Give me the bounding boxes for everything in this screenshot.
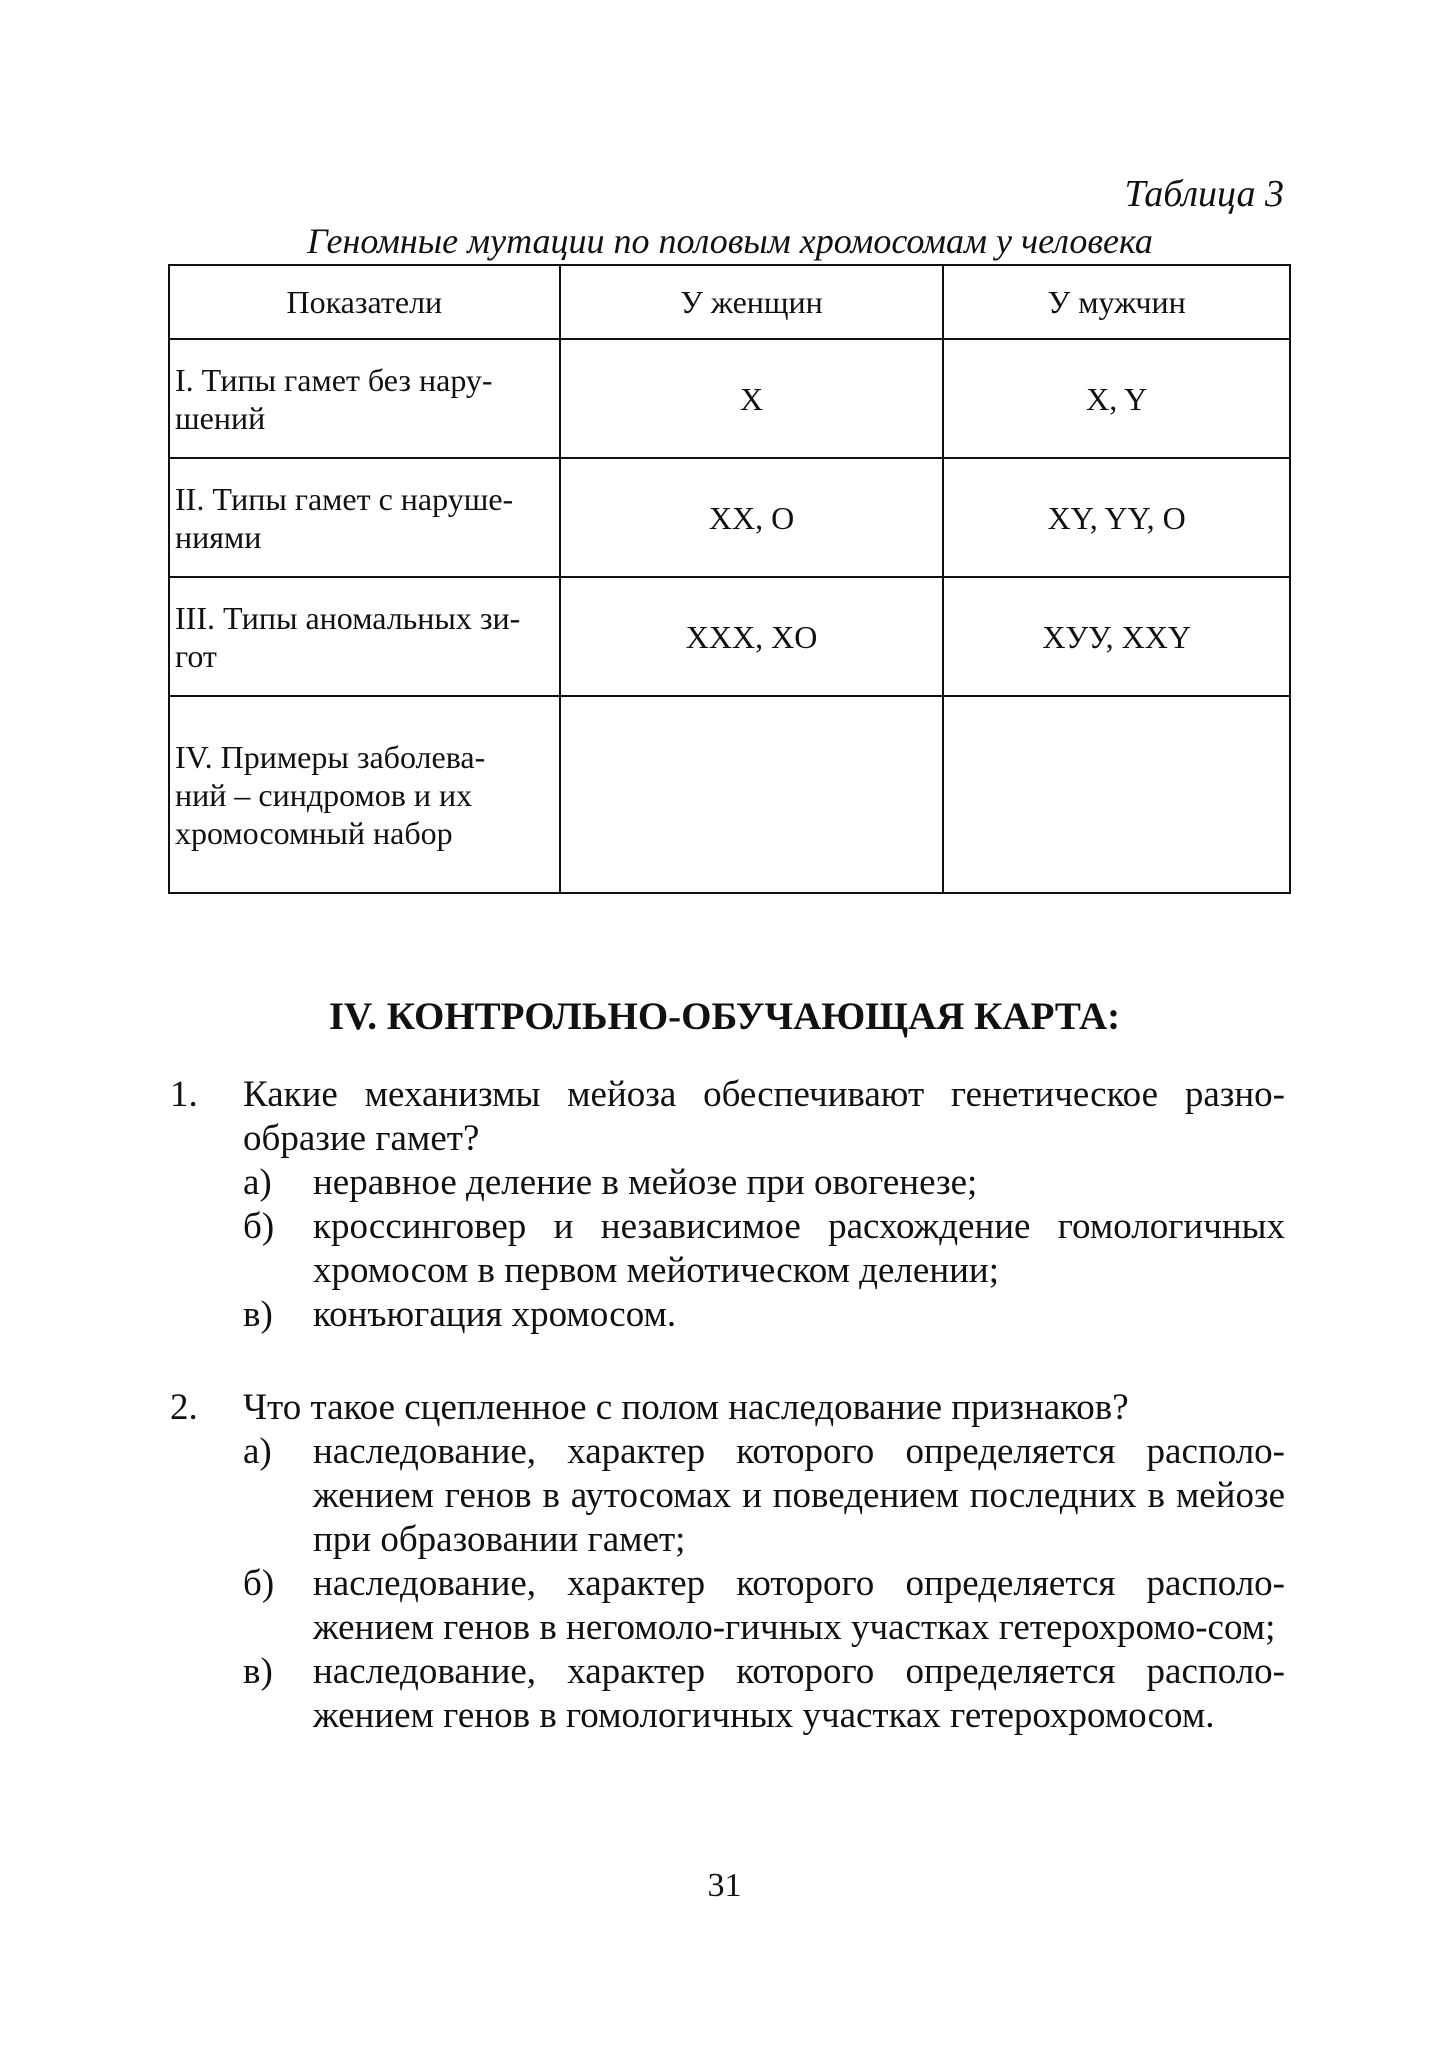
cell-women: XXX, XO [560,577,944,696]
question-number: 1. [170,1074,198,1115]
table-row [169,577,1290,696]
cell-men: XY, YY, O [943,458,1290,577]
table-row [169,458,1290,577]
option-text: кроссинговер и независимое расхождение гомологичных хромосом в первом мейотическом делении; [313,1206,1285,1291]
option-letter: б) [243,1563,275,1604]
header-men: У мужчин [943,265,1290,339]
row-indicator [169,696,560,893]
answer-option [243,1161,1285,1205]
header-women: У женщин [560,265,944,339]
cell-men [943,696,1290,893]
option-text: наследование, характер которого определяется располо-жением генов в гомологичных участках гетерохромосом. [313,1651,1285,1736]
option-text: наследование, характер которого определяется располо-жением генов в негомоло-гичных участках гетерохромо-сом; [313,1563,1285,1648]
option-text: наследование, характер которого определяется располо-жением генов в аутосомах и поведением последних в мейозе при образовании гамет; [313,1431,1285,1560]
cell-women: X [560,339,944,458]
question-text: Что такое сцепленное с полом наследование признаков? [243,1387,1129,1428]
row-indicator-text: I. Типы гамет без нару- шений [175,361,493,436]
option-letter: б) [243,1206,275,1247]
option-text: неравное деление в мейозе при овогенезе; [313,1162,978,1203]
table-caption: Геномные мутации по половым хромосомам у человека [307,221,1153,261]
cell-women: XX, O [560,458,944,577]
answer-option [243,1650,1285,1738]
section-title: IV. КОНТРОЛЬНО-ОБУЧАЮЩАЯ КАРТА: [328,995,1121,1038]
row-indicator-text: III. Типы аномальных зи- гот [175,599,521,674]
option-letter: в) [243,1294,273,1335]
option-letter: в) [243,1651,273,1692]
row-indicator [169,458,560,577]
mutations-table [168,264,1291,894]
option-letter: а) [243,1431,272,1472]
option-text: конъюгация хромосом. [313,1294,677,1335]
cell-men: XУУ, XXY [943,577,1290,696]
answer-option [243,1430,1285,1562]
table-header-row [169,265,1290,339]
answer-option [243,1562,1285,1650]
question-text: Какие механизмы мейоза обеспечивают генетическое разно-образие гамет? [243,1074,1285,1159]
answer-option [243,1205,1285,1293]
table-label: Таблица 3 [1124,173,1284,215]
cell-men: X, Y [943,339,1290,458]
row-indicator-text: IV. Примеры заболева- ний – синдромов и их хромосомный набор [175,738,486,851]
table-row [169,339,1290,458]
option-letter: а) [243,1162,272,1203]
row-indicator [169,577,560,696]
question-2 [170,1386,1285,1738]
page-number: 31 [707,1867,742,1904]
cell-women [560,696,944,893]
header-indicators: Показатели [169,265,560,339]
question-number: 2. [170,1387,198,1428]
table-row [169,696,1290,893]
row-indicator-text: II. Типы гамет с наруше- ниями [175,480,514,555]
question-1 [170,1073,1285,1337]
answer-option [243,1293,1285,1337]
row-indicator [169,339,560,458]
